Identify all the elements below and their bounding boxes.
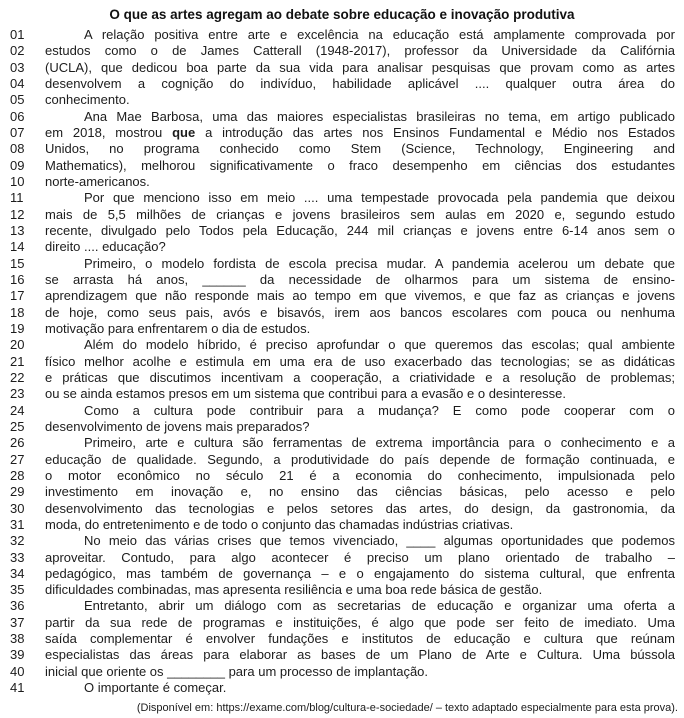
line-text: (UCLA), que dedicou boa parte da sua vida para analisar pesquisas que provam como as artes <box>45 59 675 75</box>
line-text: ou se ainda estamos presos em um sistema que contribui para a evasão e o desinteresse. <box>45 386 567 402</box>
source-note: (Disponível em: https://exame.com/blog/cultura-e-sociedade/ – texto adaptado especialmente para esta prova). <box>136 702 678 714</box>
line-text: aproveitar. Contudo, para algo acontecer é preciso um plano orientado de trabalho – <box>45 549 675 565</box>
text-line <box>0 501 684 517</box>
line-text: inicial que oriente os ________ para um processo de implantação. <box>45 663 429 679</box>
line-number: 22 <box>10 369 25 385</box>
line-number: 03 <box>10 59 25 75</box>
text-line <box>0 533 684 549</box>
line-number: 17 <box>10 288 25 304</box>
line-text: de hoje, como seus pais, avós e bisavós, irem aos bancos escolares com pouca ou nenhuma <box>45 304 675 320</box>
line-number: 29 <box>10 484 25 500</box>
text-line <box>0 174 684 190</box>
text-line <box>0 76 684 92</box>
text-line <box>0 452 684 468</box>
line-text: aprendizagem que não responde mais ao tempo em que vivemos, e que faz as crianças e jovens <box>45 288 675 304</box>
text-line <box>0 43 684 59</box>
line-number: 08 <box>10 141 25 157</box>
line-number: 38 <box>10 631 25 647</box>
line-number: 39 <box>10 647 25 663</box>
line-number: 02 <box>10 43 25 59</box>
line-number: 04 <box>10 75 25 91</box>
line-number: 11 <box>10 190 24 206</box>
line-text: Além do modelo híbrido, é preciso aprofundar o que queremos das escolas; qual ambiente <box>84 337 675 353</box>
line-number: 16 <box>10 271 25 287</box>
line-number: 32 <box>10 533 25 549</box>
text-line <box>0 598 684 614</box>
line-text: norte-americanos. <box>45 173 150 189</box>
line-text: direito .... educação? <box>45 239 166 255</box>
text-line <box>0 321 684 337</box>
line-number: 25 <box>10 418 25 434</box>
line-text: A relação positiva entre arte e excelência na educação está amplamente comprovada por <box>84 27 675 42</box>
text-line <box>0 109 684 125</box>
line-text: Ana Mae Barbosa, uma das maiores especialistas brasileiras no tema, em artigo publicado <box>84 108 675 124</box>
text-line <box>0 517 684 533</box>
line-number: 12 <box>10 206 25 222</box>
line-text: dificuldades combinadas, mas apresenta resiliência e uma boa rede básica de gestão. <box>45 582 543 598</box>
line-text: estudos como o de James Catterall (1948-2017), professor da Universidade da Califórnia <box>45 43 675 59</box>
line-number: 26 <box>10 435 25 451</box>
line-text: desenvolvimento de jovens mais preparados? <box>45 418 310 434</box>
line-number: 01 <box>10 27 25 42</box>
text-lines <box>0 27 684 696</box>
line-text: Primeiro, arte e cultura são ferramentas de extrema importância para o conhecimento e a <box>84 435 675 451</box>
text-line <box>0 468 684 484</box>
line-number: 13 <box>10 222 25 238</box>
line-text: investimento em inovação e, no ensino das ciências básicas, pelo acesso e pelo <box>45 484 675 500</box>
text-line <box>0 223 684 239</box>
line-number: 23 <box>10 386 25 402</box>
page-title: O que as artes agregam ao debate sobre educação e inovação produtiva <box>109 7 575 22</box>
text-line <box>0 566 684 582</box>
line-number: 21 <box>10 353 25 369</box>
line-text: O importante é começar. <box>84 680 227 696</box>
line-number: 36 <box>10 598 25 614</box>
line-number: 24 <box>10 402 25 418</box>
line-text: No meio das várias crises que temos vivenciado, ____ algumas oportunidades que podemos <box>84 533 675 549</box>
line-text: moda, do entretenimento e de todo o conjunto das chamadas indústrias criativas. <box>45 516 514 532</box>
text-line <box>0 550 684 566</box>
line-text: conhecimento. <box>45 92 130 108</box>
text-line <box>0 647 684 663</box>
text-line <box>0 354 684 370</box>
line-text: em 2018, mostrou que a introdução das artes nos Ensinos Fundamental e Médio nos Estados <box>45 124 675 140</box>
text-line <box>0 435 684 451</box>
line-number: 40 <box>10 663 25 679</box>
line-number: 18 <box>10 304 25 320</box>
line-text: motivação para enfrentarem o dia de estudos. <box>45 320 311 336</box>
line-number: 20 <box>10 337 25 353</box>
line-text: recente, divulgado pelo Todos pela Educação, 244 mil crianças e jovens entre 6-14 anos sem o <box>45 222 675 238</box>
text-line <box>0 288 684 304</box>
line-text: Primeiro, o modelo fordista de escola precisa mudar. A pandemia acelerou um debate que <box>84 255 675 271</box>
text-line <box>0 256 684 272</box>
text-line <box>0 386 684 402</box>
text-line <box>0 239 684 255</box>
line-number: 41 <box>10 680 25 696</box>
line-text: Unidos, no programa conhecido como Stem (Science, Technology, Engineering and <box>45 141 675 157</box>
line-text: especialistas das áreas para elaborar as bases de um Plano de Arte e Cultura. Uma bússola <box>45 647 675 663</box>
text-line <box>0 484 684 500</box>
line-text: pedagógico, mas também de governança – e o engajamento do sistema cultural, que enfrenta <box>45 565 675 581</box>
text-line <box>0 27 684 43</box>
text-line <box>0 582 684 598</box>
line-text: Entretanto, abrir um diálogo com as secretarias de educação e organizar uma oferta a <box>84 598 675 614</box>
line-number: 19 <box>10 320 25 336</box>
text-line <box>0 680 684 696</box>
line-number: 34 <box>10 565 25 581</box>
line-text: Como a cultura pode contribuir para a mudança? E como pode cooperar com o <box>84 402 675 418</box>
line-number: 10 <box>10 173 25 189</box>
text-line <box>0 370 684 386</box>
line-text: Mathematics), melhorou significativamente o fraco desempenho em ciências dos estudantes <box>45 157 675 173</box>
text-line <box>0 207 684 223</box>
line-text: desenvolvem a cognição do indivíduo, habilidade aplicável .... qualquer outra área do <box>45 75 675 91</box>
line-number: 37 <box>10 614 25 630</box>
text-line <box>0 190 684 206</box>
text-line <box>0 615 684 631</box>
line-text: físico melhor acolhe e estimula em uma era de uso exacerbado das tecnologias; se as didáticas <box>45 353 675 369</box>
text-line <box>0 337 684 353</box>
text-line <box>0 141 684 157</box>
line-number: 28 <box>10 467 25 483</box>
line-text: mais de 5,5 milhões de crianças e jovens brasileiros sem aulas em 2020 e, segundo estudo <box>45 206 675 222</box>
text-line <box>0 92 684 108</box>
line-number: 27 <box>10 451 25 467</box>
line-number: 09 <box>10 157 25 173</box>
text-line <box>0 631 684 647</box>
text-line <box>0 403 684 419</box>
line-number: 07 <box>10 124 25 140</box>
text-line <box>0 419 684 435</box>
line-number: 06 <box>10 108 25 124</box>
line-text: o motor econômico no século 21 é a economia do conhecimento, impulsionada pelo <box>45 467 675 483</box>
line-text: e práticas que discutimos incentivam a cooperação, a criatividade e a resolução de problemas; <box>45 369 675 385</box>
line-number: 30 <box>10 500 25 516</box>
bold-word: que <box>172 124 196 140</box>
text-line <box>0 125 684 141</box>
line-text: saída complementar é envolver fundações e institutos de educação e cultura que reúnam <box>45 631 675 647</box>
line-number: 14 <box>10 239 25 255</box>
text-line <box>0 158 684 174</box>
line-text: educação de qualidade. Segundo, a produtividade do país depende de formação continuada, e <box>45 451 675 467</box>
line-number: 31 <box>10 516 25 532</box>
line-number: 05 <box>10 92 25 108</box>
text-line <box>0 305 684 321</box>
line-text: se arrasta há anos, ______ da necessidade de olharmos para um sistema de ensino- <box>45 271 675 287</box>
text-line <box>0 664 684 680</box>
line-text: Por que menciono isso em meio .... uma tempestade provocada pela pandemia que deixou <box>84 190 675 206</box>
line-number: 33 <box>10 549 25 565</box>
line-number: 35 <box>10 582 25 598</box>
line-text: desenvolvimento das tecnologias e pelos setores das artes, do design, da gastronomia, da <box>45 500 675 516</box>
line-number: 15 <box>10 255 25 271</box>
text-line <box>0 272 684 288</box>
line-text: partir da sua rede de programas e instituições, é algo que pode ser feito de imediato. Uma <box>45 614 675 630</box>
text-line <box>0 60 684 76</box>
